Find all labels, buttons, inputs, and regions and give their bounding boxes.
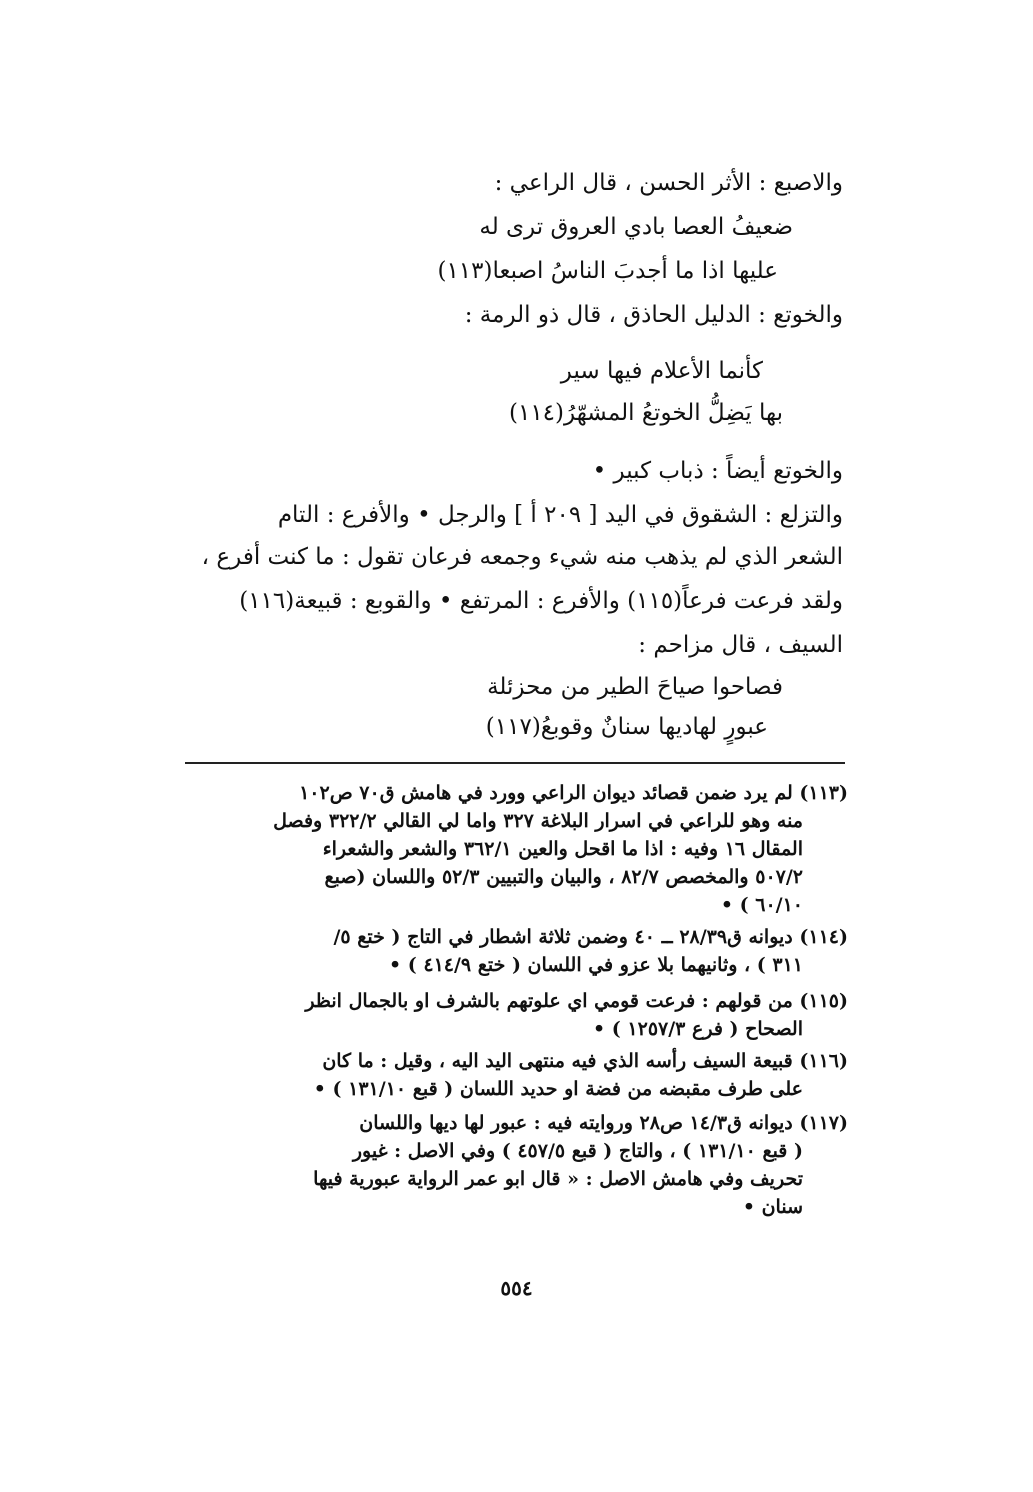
page-number: ٥٥٤ <box>500 1276 533 1300</box>
footnote-113: منه وهو للراعي في اسرار البلاغة ٣٢٧ واما لي القالي ٣٢٢/٢ وفصل <box>273 810 803 832</box>
verse-line: بها يَضِلُّ الخوتعُ المشهّرُ(١١٤) <box>508 400 783 426</box>
body-line: والخوتع : الدليل الحاذق ، قال ذو الرمة : <box>464 302 843 328</box>
footnote-114: ٣١١ ) ، وثانيهما بلا عزو في اللسان ( ختع ٤١٤/٩ ) • <box>388 954 803 976</box>
footnote-113: المقال ١٦ وفيه : اذا ما اقحل والعين ٣٦٢/١ والشعر والشعراء <box>322 838 803 860</box>
footnote-117: تحريف وفي هامش الاصل : « قال ابو عمر الرواية عبورية فيها <box>313 1168 803 1190</box>
body-line: والاصبع : الأثر الحسن ، قال الراعي : <box>494 170 843 196</box>
footnote-115: (١١٥) من قولهم : فرعت قومي اي علوتهم بالشرف او بالجمال انظر <box>305 990 848 1012</box>
body-line: الشعر الذي لم يذهب منه شيء وجمعه فرعان تقول : ما كنت أفرع ، <box>201 544 843 570</box>
footnote-116: (١١٦) قبيعة السيف رأسه الذي فيه منتهى اليد اليه ، وقيل : ما كان <box>322 1050 848 1072</box>
footnote-115: الصحاح ( فرع ١٢٥٧/٣ ) • <box>593 1018 803 1040</box>
body-line: السيف ، قال مزاحم : <box>638 632 843 658</box>
verse-line: عليها اذا ما أجدبَ الناسُ اصبعا(١١٣) <box>437 258 778 284</box>
footnote-113: (١١٣) لم يرد ضمن قصائد ديوان الراعي وورد في هامش ق٧٠ ص١٠٢ <box>299 782 848 804</box>
verse-line: ضعيفُ العصا بادي العروق ترى له <box>479 214 793 240</box>
footnote-114: (١١٤) ديوانه ق٢٨/٣٩ ــ ٤٠ وضمن ثلاثة اشطار في التاج ( ختع ٥/ <box>333 926 848 948</box>
body-line: ولقد فرعت فرعاً(١١٥) والأفرع : المرتفع • والقوبع : قبيعة(١١٦) <box>239 588 843 614</box>
verse-line: عبورٍ لهاديها سنانٌ وقوبعُ(١١٧) <box>485 714 768 740</box>
footnote-116: على طرف مقبضه من فضة او حديد اللسان ( قبع ١٣١/١٠ ) • <box>313 1078 803 1100</box>
body-line: والخوتع أيضاً : ذباب كبير • <box>592 458 843 484</box>
footnote-113: ٥٠٧/٢ والمخصص ٨٢/٧ ، والبيان والتبيين ٥٢/٣ واللسان (صبع <box>324 866 803 888</box>
footnote-117: ( قبع ١٣١/١٠ ) ، والتاج ( قبع ٤٥٧/٥ ) وفي الاصل : غيور <box>352 1140 803 1162</box>
verse-line: فصاحوا صياحَ الطير من محزئلة <box>487 674 783 700</box>
body-line: والتزلع : الشقوق في اليد [ ٢٠٩ أ ] والرجل • والأفرع : التام <box>277 502 843 528</box>
footnote-117: سنان • <box>742 1196 803 1218</box>
footnote-117: (١١٧) ديوانه ق١٤/٣ ص٢٨ وروايته فيه : عبور لها ديها واللسان <box>359 1112 848 1134</box>
footnote-113: ٦٠/١٠ ) • <box>720 894 803 916</box>
verse-line: كأنما الأعلام فيها سير <box>560 358 763 384</box>
footnote-separator <box>185 762 845 764</box>
